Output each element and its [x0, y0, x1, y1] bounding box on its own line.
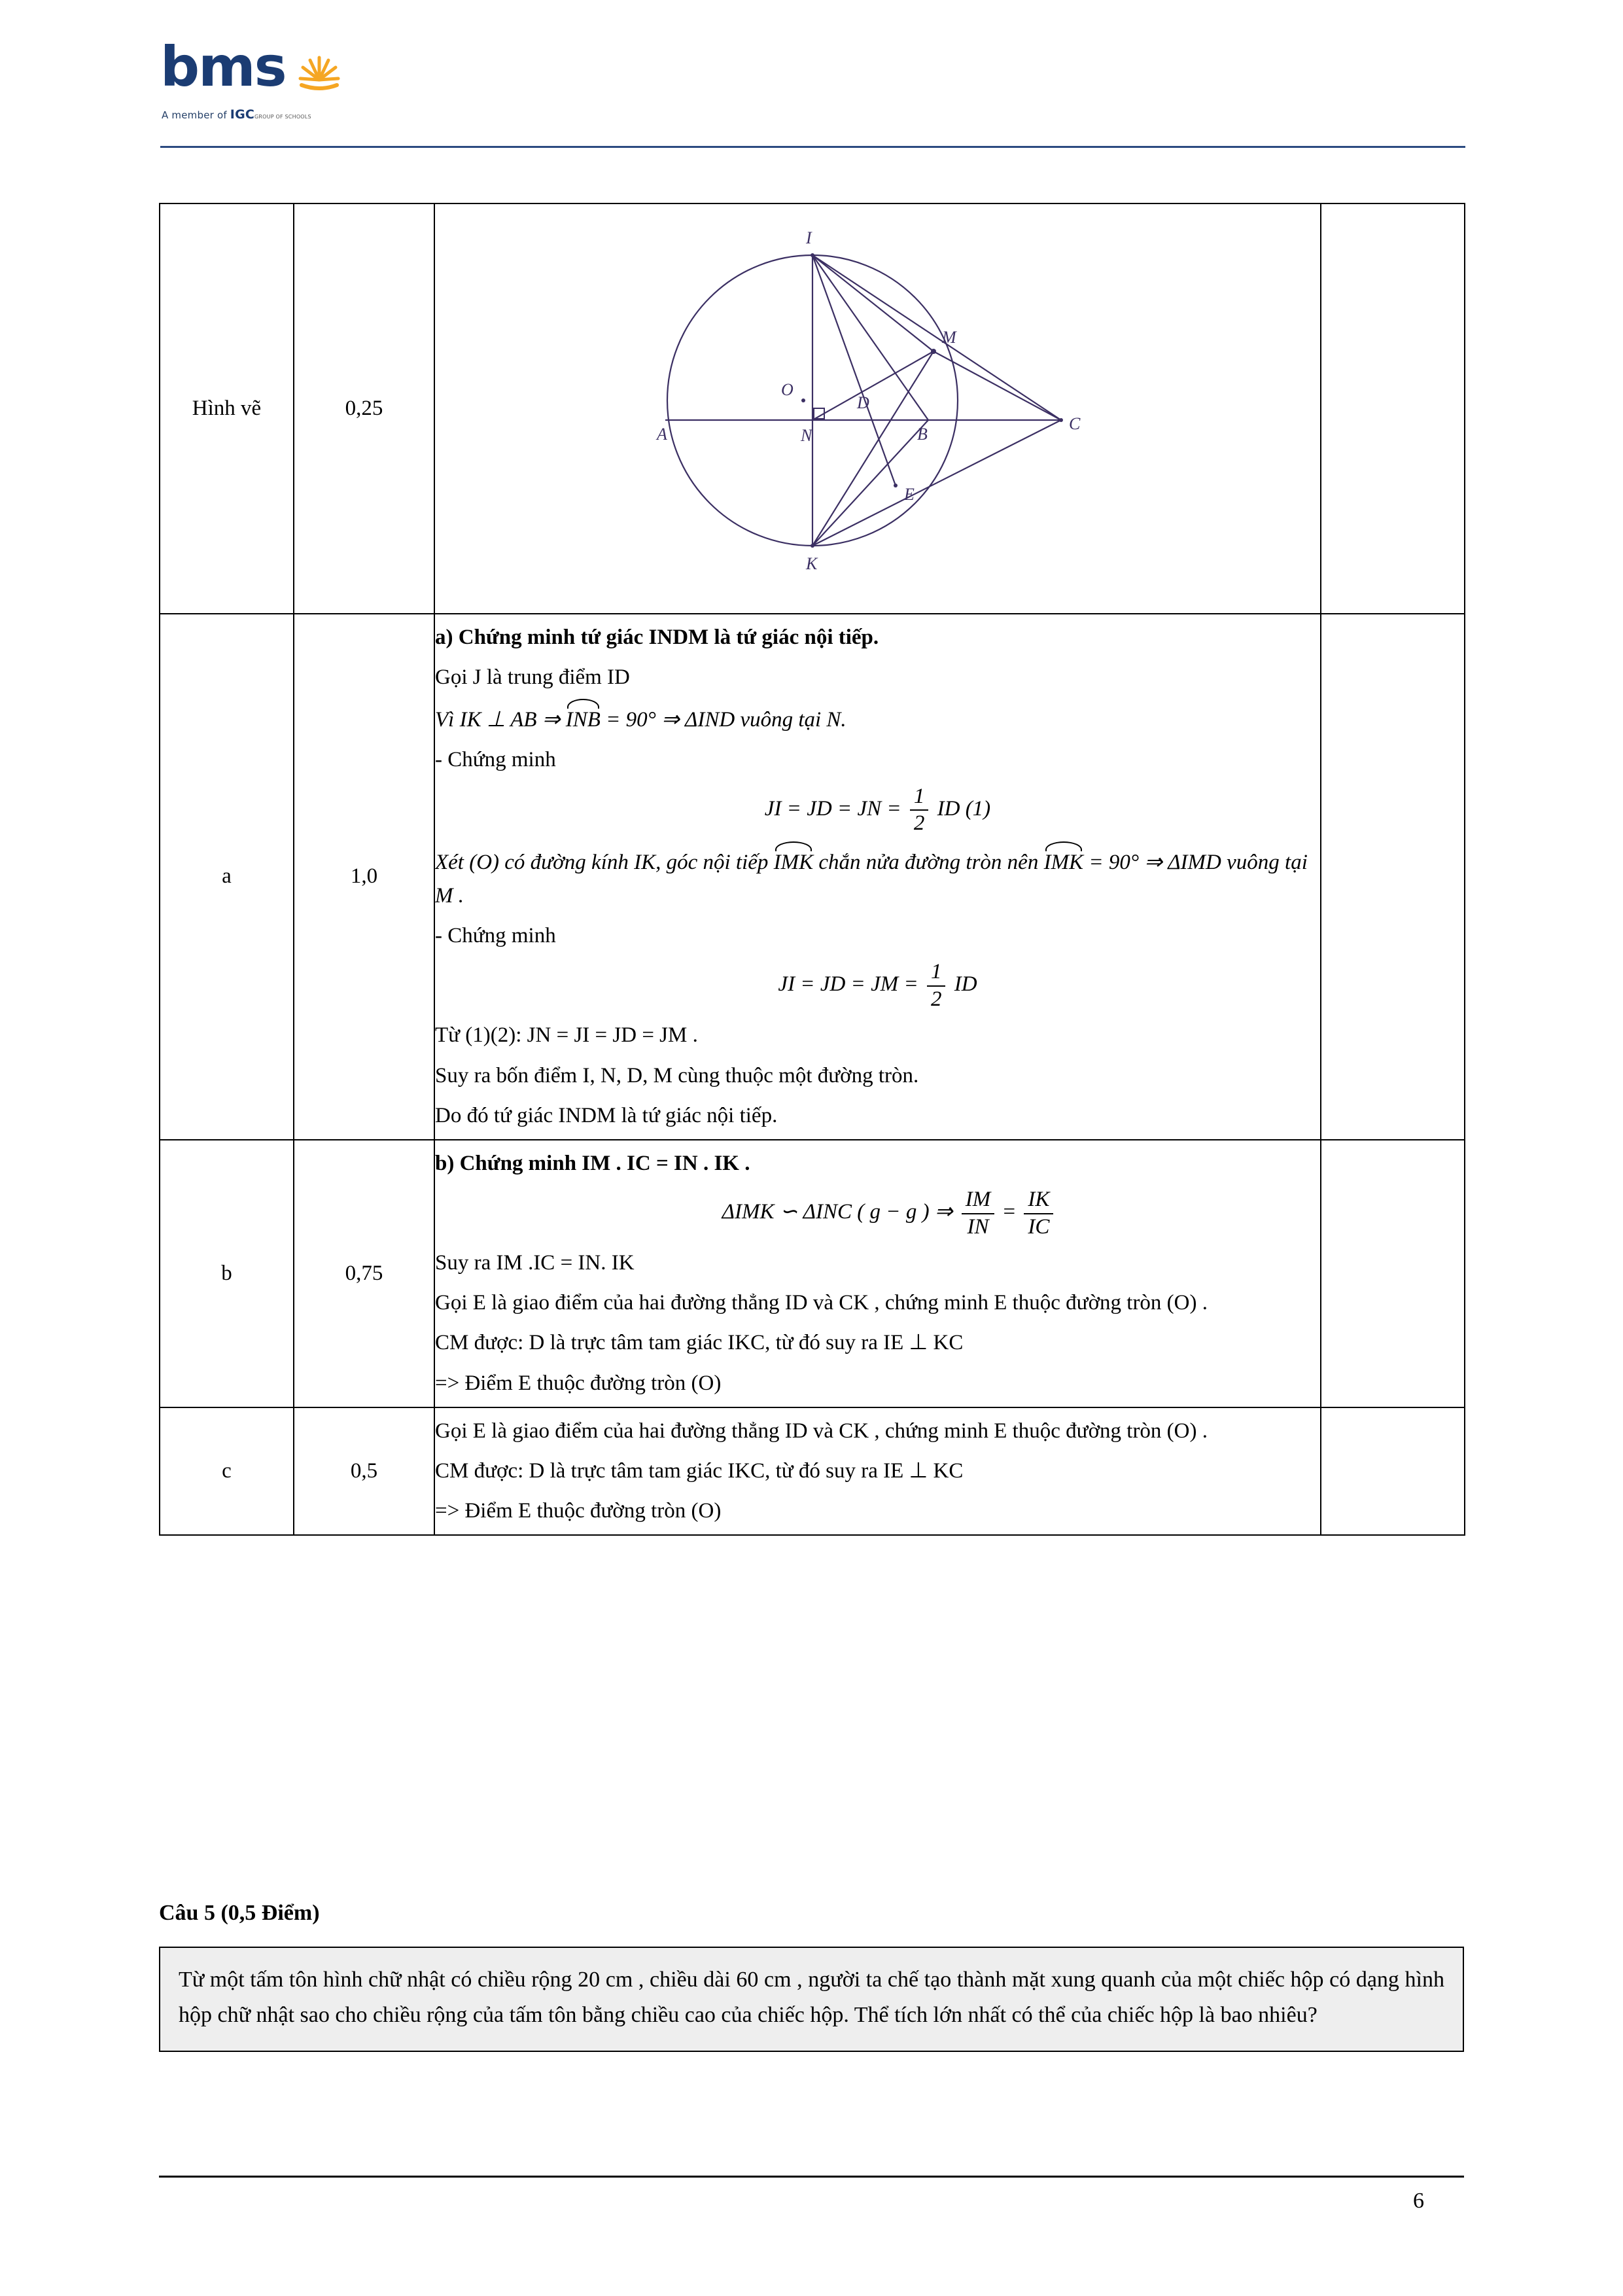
fraction-numerator: IM: [962, 1187, 994, 1214]
fraction-numerator: 1: [910, 784, 929, 811]
figure-label-K: K: [805, 554, 817, 573]
figure-label-E: E: [903, 485, 915, 504]
row-note-b: [1321, 1140, 1465, 1407]
answer-c-line2: CM được: D là trực tâm tam giác IKC, từ đó suy ra IE ⊥ KC: [435, 1458, 964, 1483]
arc-INB: INB: [566, 701, 601, 737]
figure-label-O: O: [780, 380, 794, 399]
fraction-one-half: [910, 784, 929, 837]
answer-b-equation: [435, 1187, 1320, 1240]
figure-label-B: B: [916, 425, 928, 444]
answer-b-line2: Gọi E là giao điểm của hai đường thẳng ID và CK , chứng minh E thuộc đường tròn (O) .: [435, 1291, 1208, 1315]
answer-a-line4: [435, 843, 1320, 913]
answer-b-line4: => Điểm E thuộc đường tròn (O): [435, 1371, 722, 1395]
document-header: [160, 35, 1469, 150]
answer-a-line2-mid: = 90° ⇒ ΔIND vuông tại N.: [600, 708, 846, 732]
fraction-numerator: IK: [1024, 1187, 1053, 1214]
page-number: 6: [1413, 2189, 1424, 2213]
header-divider: [160, 146, 1465, 148]
answer-c-line3: => Điểm E thuộc đường tròn (O): [435, 1498, 722, 1523]
geometry-figure: [610, 204, 1146, 610]
row-score-a: 1,0: [294, 614, 434, 1140]
logo-tagline-brand: IGC: [230, 107, 255, 122]
row-score-b: 0,75: [294, 1140, 434, 1407]
eq-b-lhs: ΔIMK ∽ ΔINC ( g − g ) ⇒: [722, 1200, 953, 1224]
answer-a-line4-pre: Xét (O) có đường kính IK, góc nội tiếp: [435, 850, 774, 874]
eq2-rhs: ID: [954, 972, 977, 997]
answer-a-line9: Do đó tứ giác INDM là tứ giác nội tiếp.: [435, 1103, 778, 1127]
table-row: [160, 1407, 1465, 1535]
figure-label-D: D: [856, 393, 869, 412]
fraction-denominator: 2: [930, 987, 942, 1011]
fraction-IM-IN: [962, 1187, 994, 1240]
sunburst-icon: [296, 54, 342, 99]
answer-b-heading: b) Chứng minh IM . IC = IN . IK .: [435, 1151, 750, 1175]
answer-b-content: [434, 1140, 1321, 1407]
answer-a-heading: a) Chứng minh tứ giác INDM là tứ giác nội tiếp.: [435, 626, 879, 649]
geometry-figure-cell: [434, 203, 1321, 614]
logo-wordmark: bms: [160, 35, 286, 99]
figure-label-I: I: [805, 228, 812, 247]
question-5-title: Câu 5 (0,5 Điểm): [159, 1901, 320, 1925]
logo-tagline: [162, 107, 311, 122]
figure-label-A: A: [656, 425, 667, 444]
arc-IMK-1: IMK: [774, 843, 814, 879]
figure-label-C: C: [1068, 414, 1080, 433]
answer-b-line1: Suy ra IM .IC = IN. IK: [435, 1251, 635, 1275]
row-score-c: 0,5: [294, 1407, 434, 1535]
answer-b-line3: CM được: D là trực tâm tam giác IKC, từ đó suy ra IE ⊥ KC: [435, 1331, 964, 1355]
fraction-numerator: 1: [927, 959, 946, 987]
row-label-figure: Hình vẽ: [160, 203, 294, 614]
table-row: [160, 203, 1465, 614]
fraction-denominator: IN: [967, 1214, 989, 1239]
answer-a-line7: Từ (1)(2): JN = JI = JD = JM .: [435, 1023, 698, 1048]
answer-a-line6: - Chứng minh: [435, 924, 556, 948]
arc-IMK-2: IMK: [1044, 843, 1084, 879]
figure-label-N: N: [800, 426, 812, 445]
logo-tagline-prefix: A member of: [162, 109, 230, 121]
answer-a-content: [434, 614, 1321, 1140]
eq1-lhs: JI = JD = JN =: [764, 796, 901, 821]
question-5-box: Từ một tấm tôn hình chữ nhật có chiều rộng 20 cm , chiều dài 60 cm , người ta chế tạo thành mặt xung quanh của một chiếc hộp có dạng hình hộp chữ nhật sao cho chiều rộng của tấm tôn bằng chiều cao của chiếc hộp. Thể tích lớn nhất có thể của chiếc hộp là bao nhiêu?: [159, 1947, 1464, 2052]
row-label-a: a: [160, 614, 294, 1140]
answer-a-equation2: [435, 959, 1320, 1012]
fraction-denominator: 2: [913, 811, 925, 836]
table-row: [160, 1140, 1465, 1407]
table-row: [160, 614, 1465, 1140]
answer-a-line5-post: = 90° ⇒ ΔIMD vuông tại M .: [435, 850, 1308, 908]
answer-a-line2: [435, 701, 1320, 737]
fraction-IK-IC: [1024, 1187, 1053, 1240]
answer-a-line4-post: chắn nửa đường tròn nên: [813, 850, 1044, 874]
eq-b-equals: =: [1003, 1200, 1016, 1224]
row-label-c: c: [160, 1407, 294, 1535]
answer-a-line3: - Chứng minh: [435, 748, 556, 772]
answer-a-line8: Suy ra bốn điểm I, N, D, M cùng thuộc một đường tròn.: [435, 1063, 919, 1087]
answer-a-line2-pre: Vì IK ⊥ AB ⇒: [435, 708, 566, 732]
answer-c-content: [434, 1407, 1321, 1535]
answer-a-equation1: [435, 784, 1320, 837]
fraction-denominator: IC: [1028, 1214, 1050, 1239]
footer-divider: [159, 2176, 1464, 2178]
row-note-a: [1321, 614, 1465, 1140]
eq2-lhs: JI = JD = JM =: [778, 972, 918, 997]
row-score-figure: 0,25: [294, 203, 434, 614]
eq1-rhs: ID (1): [937, 796, 991, 821]
bms-logo: [160, 35, 324, 131]
row-note-c: [1321, 1407, 1465, 1535]
row-label-b: b: [160, 1140, 294, 1407]
answer-a-line1: Gọi J là trung điểm ID: [435, 665, 630, 690]
logo-tagline-suffix: GROUP OF SCHOOLS: [254, 114, 311, 120]
answer-key-table: [159, 203, 1465, 1536]
answer-c-line1: Gọi E là giao điểm của hai đường thẳng ID và CK , chứng minh E thuộc đường tròn (O) .: [435, 1419, 1208, 1443]
figure-label-M: M: [941, 328, 956, 347]
row-note-figure: [1321, 203, 1465, 614]
fraction-one-half-2: [927, 959, 946, 1012]
